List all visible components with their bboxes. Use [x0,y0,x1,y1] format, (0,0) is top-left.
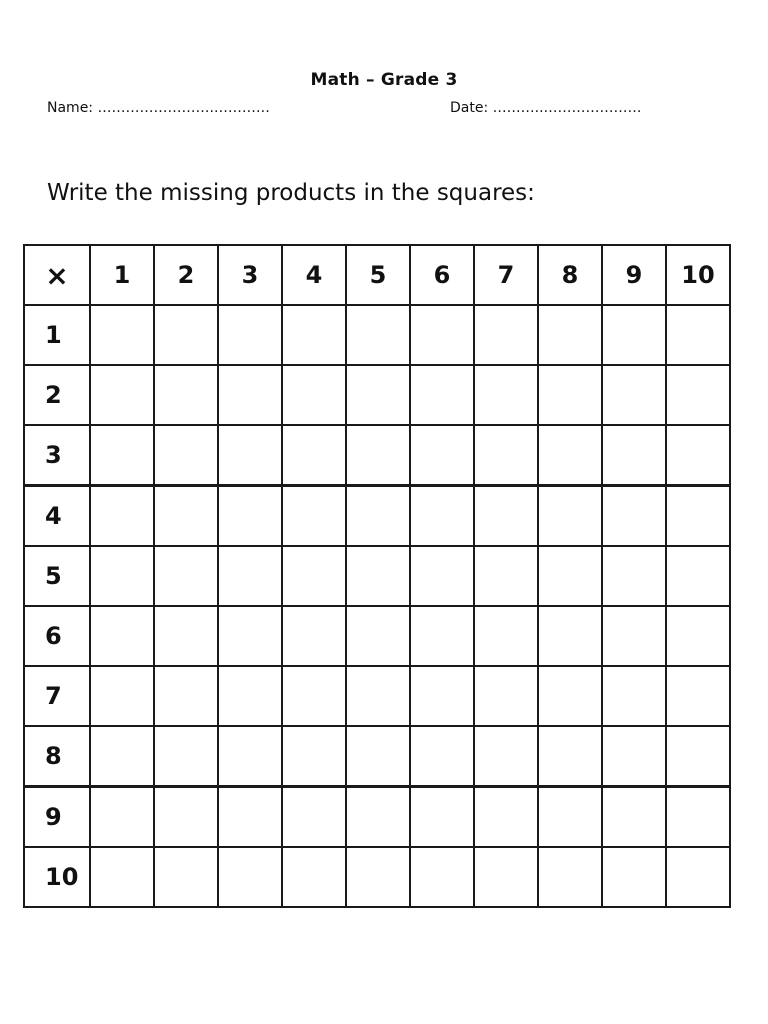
product-answer-cell[interactable] [282,787,346,848]
row-header: 3 [24,425,90,486]
product-answer-cell[interactable] [410,305,474,365]
grid-row [24,726,730,787]
product-answer-cell[interactable] [218,546,282,606]
product-answer-cell[interactable] [282,666,346,726]
grid-row [24,546,730,606]
product-answer-cell[interactable] [282,305,346,365]
product-answer-cell[interactable] [218,726,282,787]
product-answer-cell[interactable] [666,486,730,547]
product-answer-cell[interactable] [218,305,282,365]
column-header: 7 [474,245,538,305]
column-header: 8 [538,245,602,305]
product-answer-cell[interactable] [410,847,474,907]
name-field-label: Name: …………………….………… [47,100,270,116]
product-answer-cell[interactable] [154,726,218,787]
product-answer-cell[interactable] [346,606,410,666]
product-answer-cell[interactable] [410,425,474,486]
product-answer-cell[interactable] [346,305,410,365]
product-answer-cell[interactable] [346,425,410,486]
product-answer-cell[interactable] [538,787,602,848]
product-answer-cell[interactable] [538,425,602,486]
product-answer-cell[interactable] [154,365,218,425]
row-header: 7 [24,666,90,726]
row-header: 5 [24,546,90,606]
instruction-text: Write the missing products in the squares: [47,180,535,206]
grid-row [24,486,730,547]
product-answer-cell[interactable] [410,666,474,726]
product-answer-cell[interactable] [346,787,410,848]
product-answer-cell[interactable] [346,726,410,787]
product-answer-cell[interactable] [218,787,282,848]
product-answer-cell[interactable] [282,425,346,486]
product-answer-cell[interactable] [602,847,666,907]
grid-row [24,787,730,848]
product-answer-cell[interactable] [602,425,666,486]
product-answer-cell[interactable] [90,726,154,787]
product-answer-cell[interactable] [154,606,218,666]
product-answer-cell[interactable] [602,606,666,666]
product-answer-cell[interactable] [602,305,666,365]
product-answer-cell[interactable] [666,365,730,425]
product-answer-cell[interactable] [666,847,730,907]
row-header: 2 [24,365,90,425]
product-answer-cell[interactable] [602,787,666,848]
column-header: 10 [666,245,730,305]
product-answer-cell[interactable] [538,365,602,425]
grid-row [24,666,730,726]
column-header: 5 [346,245,410,305]
product-answer-cell[interactable] [346,666,410,726]
product-answer-cell[interactable] [666,425,730,486]
row-header: 1 [24,305,90,365]
product-answer-cell[interactable] [538,546,602,606]
product-answer-cell[interactable] [538,847,602,907]
product-answer-cell[interactable] [474,425,538,486]
product-answer-cell[interactable] [90,305,154,365]
product-answer-cell[interactable] [90,606,154,666]
row-header: 6 [24,606,90,666]
multiply-symbol-cell: × [24,245,90,305]
product-answer-cell[interactable] [538,606,602,666]
product-answer-cell[interactable] [218,365,282,425]
column-header: 2 [154,245,218,305]
product-answer-cell[interactable] [474,847,538,907]
product-answer-cell[interactable] [282,486,346,547]
product-answer-cell[interactable] [474,305,538,365]
product-answer-cell[interactable] [218,847,282,907]
column-header: 9 [602,245,666,305]
date-field-label: Date: ………..………………… [450,100,642,116]
product-answer-cell[interactable] [410,546,474,606]
product-answer-cell[interactable] [218,666,282,726]
product-answer-cell[interactable] [154,666,218,726]
product-answer-cell[interactable] [538,305,602,365]
product-answer-cell[interactable] [90,847,154,907]
product-answer-cell[interactable] [154,546,218,606]
product-answer-cell[interactable] [602,365,666,425]
product-answer-cell[interactable] [666,787,730,848]
product-answer-cell[interactable] [346,486,410,547]
product-answer-cell[interactable] [346,847,410,907]
product-answer-cell[interactable] [282,546,346,606]
product-answer-cell[interactable] [666,666,730,726]
product-answer-cell[interactable] [474,787,538,848]
grid-row [24,305,730,365]
row-header: 8 [24,726,90,787]
product-answer-cell[interactable] [282,847,346,907]
product-answer-cell[interactable] [474,546,538,606]
product-answer-cell[interactable] [154,486,218,547]
product-answer-cell[interactable] [602,726,666,787]
product-answer-cell[interactable] [410,787,474,848]
column-header: 1 [90,245,154,305]
product-answer-cell[interactable] [154,847,218,907]
product-answer-cell[interactable] [218,606,282,666]
grid-row [24,425,730,486]
product-answer-cell[interactable] [410,726,474,787]
product-answer-cell[interactable] [90,546,154,606]
product-answer-cell[interactable] [666,606,730,666]
product-answer-cell[interactable] [474,606,538,666]
product-answer-cell[interactable] [90,486,154,547]
grid-row [24,606,730,666]
product-answer-cell[interactable] [346,546,410,606]
product-answer-cell[interactable] [474,726,538,787]
product-answer-cell[interactable] [474,365,538,425]
product-answer-cell[interactable] [90,365,154,425]
product-answer-cell[interactable] [538,486,602,547]
column-header: 4 [282,245,346,305]
product-answer-cell[interactable] [90,425,154,486]
grid-header-row [24,245,730,305]
product-answer-cell[interactable] [474,486,538,547]
product-answer-cell[interactable] [410,365,474,425]
product-answer-cell[interactable] [602,486,666,547]
product-answer-cell[interactable] [282,726,346,787]
grid-row [24,365,730,425]
product-answer-cell[interactable] [666,546,730,606]
product-answer-cell[interactable] [666,305,730,365]
product-answer-cell[interactable] [410,606,474,666]
product-answer-cell[interactable] [218,486,282,547]
product-answer-cell[interactable] [90,787,154,848]
product-answer-cell[interactable] [666,726,730,787]
product-answer-cell[interactable] [538,726,602,787]
column-header: 6 [410,245,474,305]
product-answer-cell[interactable] [538,666,602,726]
product-answer-cell[interactable] [154,305,218,365]
row-header: 4 [24,486,90,547]
product-answer-cell[interactable] [154,787,218,848]
product-answer-cell[interactable] [602,546,666,606]
product-answer-cell[interactable] [346,365,410,425]
multiplication-grid [23,244,731,908]
worksheet-title: Math – Grade 3 [310,70,458,90]
column-header: 3 [218,245,282,305]
product-answer-cell[interactable] [218,425,282,486]
product-answer-cell[interactable] [410,486,474,547]
row-header: 9 [24,787,90,848]
product-answer-cell[interactable] [282,365,346,425]
row-header: 10 [24,847,90,907]
product-answer-cell[interactable] [90,666,154,726]
product-answer-cell[interactable] [474,666,538,726]
product-answer-cell[interactable] [602,666,666,726]
product-answer-cell[interactable] [154,425,218,486]
grid-row [24,847,730,907]
product-answer-cell[interactable] [282,606,346,666]
